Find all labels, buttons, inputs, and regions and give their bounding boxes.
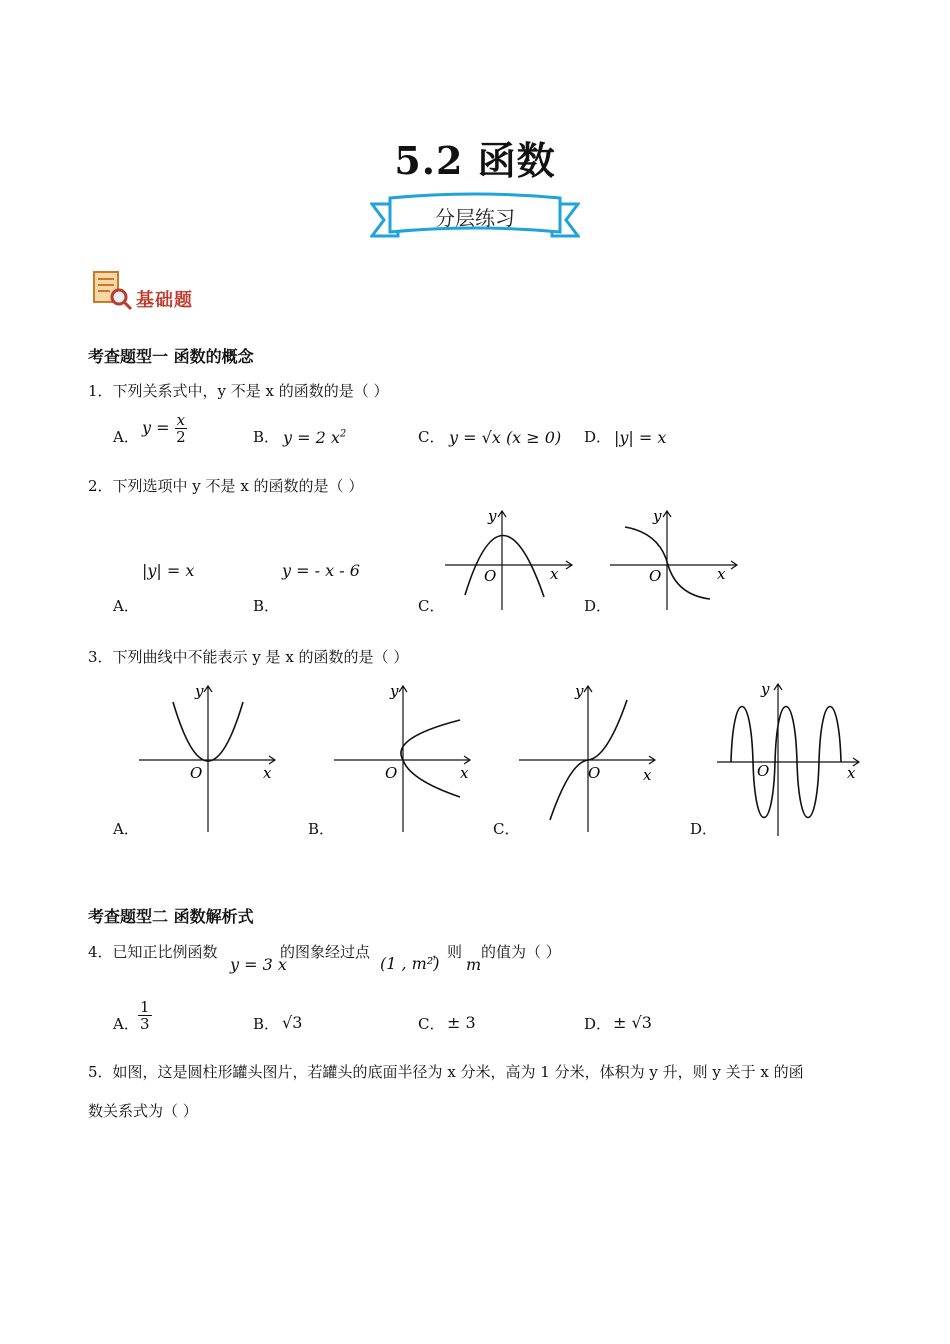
q4-variable: m: [466, 955, 482, 974]
question-5-line-1: 5．如图，这是圆柱形罐头图片，若罐头的底面半径为 x 分米，高为 1 分米，体积为 y 升，则 y 关于 x 的函: [88, 1063, 804, 1081]
y-axis-label: y: [575, 682, 584, 700]
q2-option-a-formula: |y| = x: [142, 561, 195, 580]
q1-option-b-label: B．: [253, 428, 280, 446]
q2-option-b-formula: y = - x - 6: [282, 561, 360, 580]
origin-label: O: [484, 567, 497, 585]
q4-post-text: ，则: [432, 943, 463, 961]
y-axis-label: y: [761, 680, 770, 698]
q4-tail-text: 的值为（ ）: [481, 943, 561, 961]
q4-option-a-value: [138, 999, 152, 1032]
q1-option-d-formula: |y| = x: [614, 428, 667, 447]
question-5-line-2: 数关系式为（ ）: [88, 1102, 198, 1120]
y-axis-label: y: [195, 682, 204, 700]
q2-option-b-label: B．: [253, 597, 280, 615]
q4-mid-text: 的图象经过点: [280, 943, 371, 961]
q3-option-a-label: A．: [113, 820, 139, 838]
q4-function: y = 3 x: [230, 955, 287, 974]
page-title: 5.2 函数: [394, 138, 556, 183]
banner-ribbon: [370, 192, 580, 242]
q2-option-c-label: C．: [418, 597, 445, 615]
section-heading-1: 考查题型一 函数的概念: [88, 347, 254, 366]
x-axis-label: x: [460, 764, 469, 782]
fraction: $\frac{x}{2}$: [176, 411, 186, 446]
q4-option-b-value: √3: [282, 1013, 303, 1032]
x-axis-label: x: [847, 764, 856, 782]
q3-graph-a: [135, 680, 285, 839]
q4-point: (1 , m²): [380, 954, 440, 973]
q1-option-a-formula: y = $\frac{x}{2}$: [142, 411, 186, 446]
fraction: $\frac{1}{3}$: [140, 998, 150, 1033]
q1-option-a-label: A．: [113, 428, 139, 446]
q1-option-b-formula: y = 2 $x^2$: [283, 428, 347, 447]
basic-section-label: 基础题: [136, 290, 193, 311]
q2-graph-c: [440, 505, 580, 619]
origin-label: O: [190, 764, 203, 782]
origin-label: O: [588, 764, 601, 782]
origin-label: O: [757, 762, 770, 780]
x-axis-label: x: [643, 766, 652, 784]
question-2-text: 2．下列选项中 y 不是 x 的函数的是（ ）: [88, 477, 364, 495]
origin-label: O: [649, 567, 662, 585]
q2-option-d-label: D．: [584, 597, 612, 615]
q3-option-b-label: B．: [308, 820, 335, 838]
q1-option-c-formula: y = √x (x ≥ 0): [449, 428, 562, 447]
question-3-text: 3．下列曲线中不能表示 y 是 x 的函数的是（ ）: [88, 648, 409, 666]
q4-option-c-value: ± 3: [447, 1013, 476, 1032]
q3-graph-c: [515, 680, 665, 839]
x-axis-label: x: [263, 764, 272, 782]
q3-option-c-label: C．: [493, 820, 520, 838]
x-axis-label: x: [717, 565, 726, 583]
q4-option-b-label: B．: [253, 1015, 280, 1033]
q2-option-a-label: A．: [113, 597, 139, 615]
question-4-prefix: 4．已知正比例函数: [88, 943, 218, 961]
y-axis-label: y: [390, 682, 399, 700]
section-heading-2: 考查题型二 函数解析式: [88, 907, 254, 926]
q2-graph-d: [605, 505, 745, 619]
q3-option-d-label: D．: [690, 820, 718, 838]
document-magnifier-icon: [92, 270, 134, 312]
y-axis-label: y: [653, 507, 662, 525]
q3-graph-d: [715, 678, 865, 842]
q4-option-a-label: A．: [113, 1015, 139, 1033]
origin-label: O: [385, 764, 398, 782]
q3-graph-b: [330, 680, 480, 839]
q4-option-c-label: C．: [418, 1015, 445, 1033]
banner-text: 分层练习: [435, 206, 515, 230]
question-1-text: 1．下列关系式中，y 不是 x 的函数的是（ ）: [88, 382, 389, 400]
q1-option-d-label: D．: [584, 428, 612, 446]
x-axis-label: x: [550, 565, 559, 583]
q4-option-d-label: D．: [584, 1015, 612, 1033]
q1-option-c-label: C．: [418, 428, 445, 446]
y-axis-label: y: [488, 507, 497, 525]
q4-option-d-value: ± √3: [613, 1013, 652, 1032]
